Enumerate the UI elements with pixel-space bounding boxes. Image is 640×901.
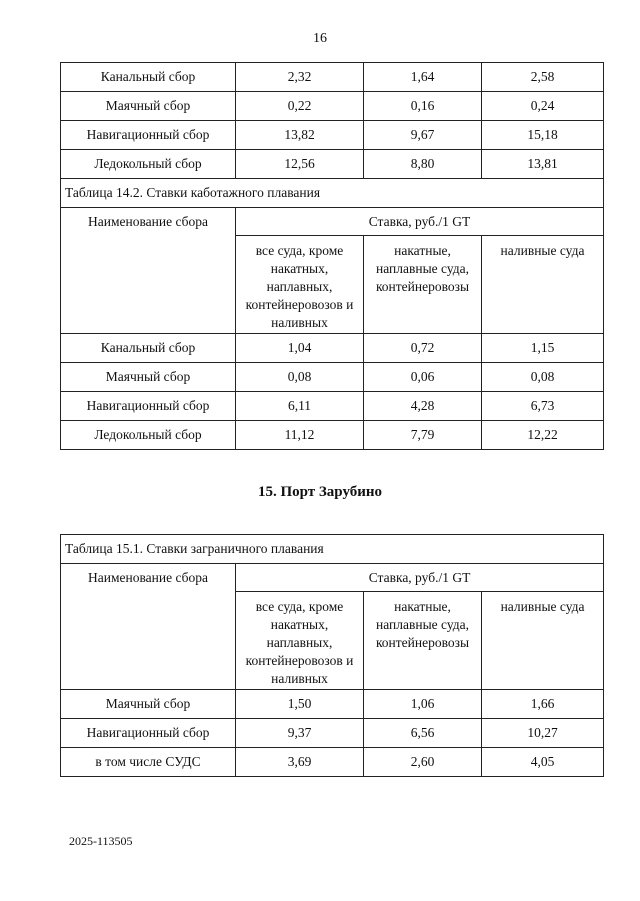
- rate-cell: 7,79: [364, 421, 482, 450]
- section-heading: 15. Порт Зарубино: [257, 484, 383, 500]
- fee-name-cell: Маячный сбор: [61, 92, 236, 121]
- table-row: [61, 334, 604, 363]
- rate-cell: 15,18: [482, 121, 604, 150]
- rate-cell: 6,11: [236, 392, 364, 421]
- rate-cell: 6,73: [482, 392, 604, 421]
- vessel-type-header: накатные, наплавные суда, контейнеровозы: [364, 592, 482, 690]
- rate-cell: 6,56: [364, 719, 482, 748]
- document-code: 2025-113505: [69, 834, 133, 848]
- fee-name-header: Наименование сбора: [61, 208, 236, 334]
- fee-name-header: Наименование сбора: [61, 564, 236, 690]
- rate-cell: 13,81: [482, 150, 604, 179]
- vessel-type-header: наливные суда: [482, 236, 604, 334]
- rate-cell: 8,80: [364, 150, 482, 179]
- rate-cell: 0,24: [482, 92, 604, 121]
- fee-name-cell: Навигационный сбор: [61, 121, 236, 150]
- rate-cell: 0,06: [364, 363, 482, 392]
- table-row: [61, 421, 604, 450]
- fee-name-cell: в том числе СУДС: [61, 748, 236, 777]
- rate-cell: 2,58: [482, 63, 604, 92]
- rate-cell: 9,37: [236, 719, 364, 748]
- table-row: [61, 92, 604, 121]
- table-row: [61, 363, 604, 392]
- fee-name-cell: Канальный сбор: [61, 334, 236, 363]
- fee-name-cell: Маячный сбор: [61, 690, 236, 719]
- table-row: [61, 392, 604, 421]
- rate-cell: 1,66: [482, 690, 604, 719]
- table-row: [61, 121, 604, 150]
- page-number: 16: [313, 31, 327, 46]
- rate-cell: 0,08: [236, 363, 364, 392]
- rate-cell: 2,60: [364, 748, 482, 777]
- table-row: [61, 748, 604, 777]
- rate-cell: 0,16: [364, 92, 482, 121]
- rate-cell: 3,69: [236, 748, 364, 777]
- rate-cell: 1,04: [236, 334, 364, 363]
- rate-cell: 2,32: [236, 63, 364, 92]
- table-header-row: [61, 564, 604, 592]
- vessel-type-header: все суда, кроме накатных, наплавных, контейнеровозов и наливных: [236, 236, 364, 334]
- rate-cell: 12,22: [482, 421, 604, 450]
- rate-cell: 1,06: [364, 690, 482, 719]
- table-caption-row: [61, 179, 604, 208]
- rate-cell: 1,50: [236, 690, 364, 719]
- table-row: [61, 63, 604, 92]
- table-row: [61, 719, 604, 748]
- vessel-type-header: все суда, кроме накатных, наплавных, контейнеровозов и наливных: [236, 592, 364, 690]
- rate-cell: 0,72: [364, 334, 482, 363]
- fee-name-cell: Ледокольный сбор: [61, 421, 236, 450]
- fee-name-cell: Маячный сбор: [61, 363, 236, 392]
- table-row: [61, 150, 604, 179]
- rate-cell: 9,67: [364, 121, 482, 150]
- rate-cell: 13,82: [236, 121, 364, 150]
- rate-cell: 0,08: [482, 363, 604, 392]
- rate-cell: 4,05: [482, 748, 604, 777]
- fee-name-cell: Навигационный сбор: [61, 719, 236, 748]
- rate-cell: 12,56: [236, 150, 364, 179]
- fee-name-cell: Канальный сбор: [61, 63, 236, 92]
- rates-table-14: [60, 62, 604, 450]
- table-row: [61, 690, 604, 719]
- fee-name-cell: Ледокольный сбор: [61, 150, 236, 179]
- rates-table-15: [60, 534, 604, 777]
- rate-cell: 4,28: [364, 392, 482, 421]
- rate-cell: 1,15: [482, 334, 604, 363]
- rate-cell: 11,12: [236, 421, 364, 450]
- rate-header: Ставка, руб./1 GT: [236, 208, 604, 236]
- rate-cell: 1,64: [364, 63, 482, 92]
- table-caption: Таблица 14.2. Ставки каботажного плавания: [61, 179, 604, 208]
- table-caption-row: [61, 535, 604, 564]
- fee-name-cell: Навигационный сбор: [61, 392, 236, 421]
- rate-cell: 0,22: [236, 92, 364, 121]
- rate-cell: 10,27: [482, 719, 604, 748]
- rate-header: Ставка, руб./1 GT: [236, 564, 604, 592]
- vessel-type-header: накатные, наплавные суда, контейнеровозы: [364, 236, 482, 334]
- vessel-type-header: наливные суда: [482, 592, 604, 690]
- table-caption: Таблица 15.1. Ставки заграничного плавания: [61, 535, 604, 564]
- table-header-row: [61, 208, 604, 236]
